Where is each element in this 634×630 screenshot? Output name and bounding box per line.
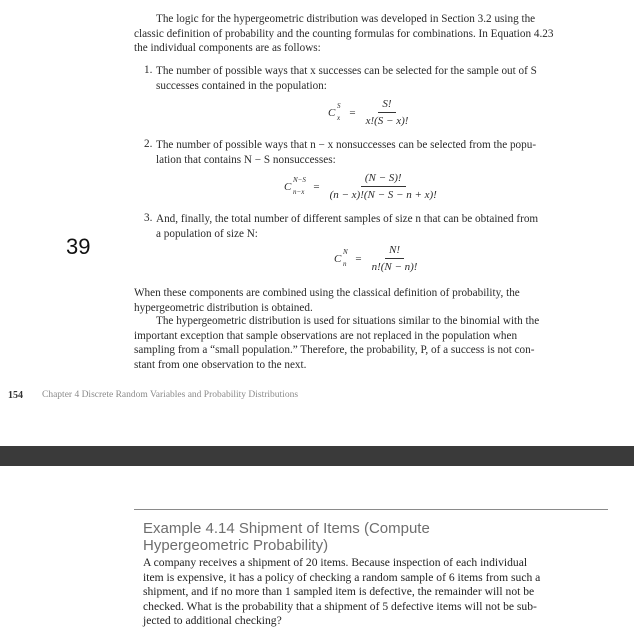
- example-top-rule: [134, 509, 608, 510]
- example-body: [143, 556, 601, 629]
- item-line: successes contained in the population:: [156, 79, 327, 92]
- denominator: x!(S − x)!: [365, 115, 409, 127]
- numerator: S!: [378, 98, 395, 113]
- example-line: shipment, and if no more than 1 sampled item is defective, the remainder will not be: [143, 585, 535, 599]
- margin-annotation-number: 39: [66, 234, 91, 259]
- item-line: The number of possible ways that x successes can be selected for the sample out of S: [156, 65, 537, 77]
- body-line: hypergeometric distribution is obtained.: [134, 301, 313, 314]
- item-2-text: [156, 138, 606, 167]
- usage-paragraph: [134, 314, 608, 372]
- intro-paragraph: [134, 12, 608, 56]
- example-title-line: Hypergeometric Probability): [143, 537, 329, 554]
- item-line: And, finally, the total number of different samples of size n that can be obtained from: [156, 213, 539, 225]
- numerator: (N − S)!: [361, 172, 406, 187]
- combination-symbol: C N−S n−x: [284, 175, 306, 196]
- item-line: lation that contains N − S nonsuccesses:: [156, 153, 336, 166]
- formula-nonsuccesses: C N−S n−x = $\frac{(N - S)!}{(n - x)!(N - S - n + x)!}$: [284, 172, 441, 201]
- item-number: 3.: [144, 212, 153, 224]
- item-line: a population of size N:: [156, 227, 258, 240]
- page-number: 154: [8, 390, 23, 401]
- example-title-line: Example 4.14 Shipment of Items (Compute: [143, 520, 430, 537]
- body-line: important exception that sample observations are not replaced in the population when: [134, 329, 518, 342]
- item-line: The number of possible ways that n − x nonsuccesses can be selected from the popu-: [156, 139, 537, 151]
- formula-total: C N n = $\frac{N!}{n!(N - n)!}$: [334, 244, 421, 273]
- formula-successes: C S x = $\frac{S!}{x!(S - x)!}$: [328, 98, 412, 127]
- denominator: n!(N − n)!: [371, 261, 418, 273]
- example-line: item is expensive, it has a policy of checking a random sample of 6 items from such a: [143, 570, 541, 584]
- example-line: jected to additional checking?: [143, 614, 282, 628]
- denominator: (n − x)!(N − S − n + x)!: [329, 189, 437, 201]
- intro-line: the individual components are as follows:: [134, 42, 321, 55]
- fraction: [326, 172, 441, 201]
- item-number: 1.: [144, 64, 153, 76]
- intro-line: The logic for the hypergeometric distribution was developed in Section 3.2 using the: [156, 13, 536, 25]
- body-line: The hypergeometric distribution is used for situations similar to the binomial with the: [156, 315, 540, 327]
- example-line: A company receives a shipment of 20 items. Because inspection of each individual: [143, 556, 528, 569]
- intro-line: classic definition of probability and the counting formulas for combinations. In Equation 4.23: [134, 27, 554, 40]
- combined-paragraph: [134, 286, 608, 315]
- body-line: sampling from a “small population.” Therefore, the probability, P, of a success is not con-: [134, 344, 535, 357]
- fraction: [368, 244, 422, 273]
- chapter-running-head: Chapter 4 Discrete Random Variables and Probability Distributions: [42, 390, 299, 400]
- example-title: [143, 520, 430, 554]
- item-number: 2.: [144, 138, 153, 150]
- combination-symbol: C S x: [328, 101, 341, 122]
- body-line: stant from one observation to the next.: [134, 358, 307, 371]
- combination-symbol: C N n: [334, 247, 348, 268]
- example-line: checked. What is the probability that a shipment of 5 defective items will not be sub-: [143, 599, 537, 613]
- item-3-text: [156, 212, 606, 241]
- fraction: [362, 98, 413, 127]
- item-1-text: [156, 64, 606, 93]
- page-separator-band: [0, 446, 634, 466]
- body-line: When these components are combined using the classical definition of probability, the: [134, 287, 520, 299]
- numerator: N!: [385, 244, 404, 259]
